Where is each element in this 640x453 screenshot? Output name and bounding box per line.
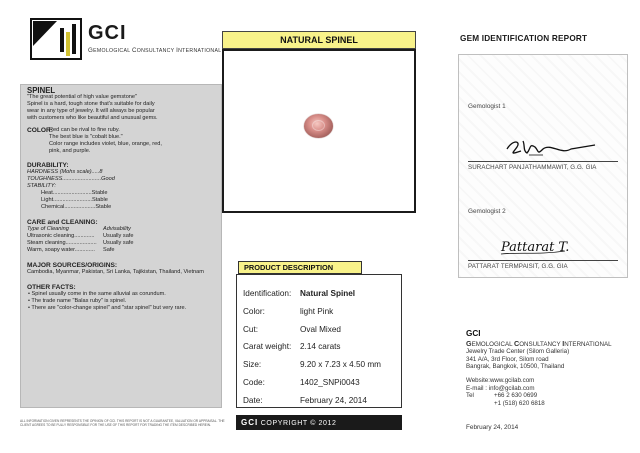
signature-line-1 <box>468 161 618 162</box>
care-row: Ultrasonic cleaning............. Usually safe <box>27 233 134 239</box>
address-line-3: Bangrak, Bangkok, 10500, Thailand <box>466 363 565 371</box>
spinel-intro-1: Spinel is a hard, tough stone that's suitable for daily <box>27 101 155 107</box>
stability-label: STABILITY: <box>27 183 56 189</box>
signature-line-2 <box>468 260 618 261</box>
gem-title: NATURAL SPINEL <box>222 31 416 49</box>
color-line-1: Red can be rival to fine ruby. <box>49 127 120 133</box>
hardness-row: HARDNESS (Mohs scale).....8 <box>27 169 103 175</box>
care-heading: CARE and CLEANING: <box>27 219 98 226</box>
tel-2: +1 (518) 620 6818 <box>494 399 545 407</box>
report-date: February 24, 2014 <box>466 424 519 431</box>
svg-text:Pattarat T.: Pattarat T. <box>501 240 570 255</box>
stability-heat: Heat.........................Stable <box>41 190 108 196</box>
disclaimer-text: ALL INFORMATION GIVEN REPRESENTS THE OPINION OF GCI. THIS REPORT IS NOT A GUARANTEE, VALUATION OR APPRAISAL. THE CLIENT AGREES TO BE FULLY RESPONSIBLE FOR THE USE OF THIS REPORT FOR TRADING THE ITEM DESCRIBED HEREIN. <box>20 419 225 427</box>
color-line-2: The best blue is "cobalt blue." <box>49 134 123 140</box>
brand-name: GCI <box>88 22 127 44</box>
sources-text: Cambodia, Myanmar, Pakistan, Sri Lanka, Tajikistan, Thailand, Vietnam <box>27 269 204 275</box>
color-heading: COLOR: <box>27 127 54 134</box>
brand-subtitle: GEMOLOGICAL CONSULTANCY INTERNATIONAL <box>88 47 222 54</box>
stability-chemical: Chemical....................Stable <box>41 204 112 210</box>
gemologist-2-label: Gemologist 2 <box>468 208 506 215</box>
fact-item: • Spinel usually come in the same alluvial as corundum. <box>28 291 166 297</box>
address-line-1: Jewelry Trade Center (Silom Galleria) <box>466 348 570 356</box>
signature-1-icon <box>499 135 599 159</box>
color-line-4: pink, and purple. <box>49 148 91 154</box>
website-link[interactable]: Website:www.gcilab.com <box>466 376 535 384</box>
care-col-advice: Advisability <box>103 226 131 232</box>
copyright-bar <box>236 415 402 430</box>
contact-subtitle: GEMOLOGICAL CONSULTANCY INTERNATIONAL <box>466 338 612 348</box>
gem-facet-highlight <box>312 120 325 131</box>
field-size: Size: 9.20 x 7.23 x 4.50 mm <box>243 360 382 370</box>
gci-logo <box>30 18 82 60</box>
copyright-brand: GCI <box>241 418 259 427</box>
contact-gci: GCI <box>466 329 481 338</box>
field-code: Code: 1402_SNPi0043 <box>243 377 360 387</box>
stability-light: Light.........................Stable <box>41 197 108 203</box>
care-col-type: Type of Cleaning <box>27 226 69 232</box>
gemologist-2-name: PATTARAT TERMPAISIT, G.G. GIA <box>468 263 568 270</box>
address-line-2: 341 A/A, 3rd Floor, Silom road <box>466 355 549 363</box>
product-description-label: PRODUCT DESCRIPTION <box>238 261 362 274</box>
facts-heading: OTHER FACTS: <box>27 284 76 291</box>
tel-1: Tel +66 2 630 0699 <box>466 392 538 400</box>
gemologist-1-name: SURACHART PANJATHAMMAWIT, G.G. GIA <box>468 164 597 171</box>
field-carat-weight: Carat weight: 2.14 carats <box>243 342 341 352</box>
spinel-heading: SPINEL <box>27 86 56 95</box>
spinel-tagline: "The great potential of high value gemstone" <box>27 94 138 100</box>
email-link[interactable]: E-mail : info@gcilab.com <box>466 384 535 392</box>
spinel-intro-3: with customers who like beautiful and unusual gems. <box>27 115 158 121</box>
field-cut: Cut: Oval Mixed <box>243 324 341 334</box>
product-description-box <box>236 274 402 408</box>
durability-heading: DURABILITY: <box>27 162 69 169</box>
color-line-3: Color range includes violet, blue, orange, red, <box>49 141 162 147</box>
gemologist-1-label: Gemologist 1 <box>468 103 506 110</box>
copyright-text: COPYRIGHT © 2012 <box>260 420 337 427</box>
care-row: Warm, soapy water............. Safe <box>27 247 115 253</box>
spinel-intro-2: wear in any type of jewelry. It will always be popular <box>27 108 155 114</box>
sources-heading: MAJOR SOURCES/ORIGINS: <box>27 262 118 269</box>
gem-photo-frame <box>222 49 416 213</box>
report-title: GEM IDENTIFICATION REPORT <box>460 34 588 43</box>
spinel-info-panel <box>20 84 222 408</box>
field-identification: Identification: Natural Spinel <box>243 289 356 298</box>
fact-item: • The trade name "Balas ruby" is spinel. <box>28 298 127 304</box>
fact-item: • There are "color-change spinel" and "star spinel" but very rare. <box>28 305 187 311</box>
care-row: Steam cleaning.................... Usually safe <box>27 240 134 246</box>
field-date: Date: February 24, 2014 <box>243 395 367 405</box>
gemologist-panel <box>458 54 628 278</box>
contact-block <box>466 330 628 407</box>
field-color: Color: light Pink <box>243 306 334 316</box>
signature-2-icon <box>499 235 579 257</box>
toughness-row: TOUGHNESS.........................Good <box>27 176 115 182</box>
